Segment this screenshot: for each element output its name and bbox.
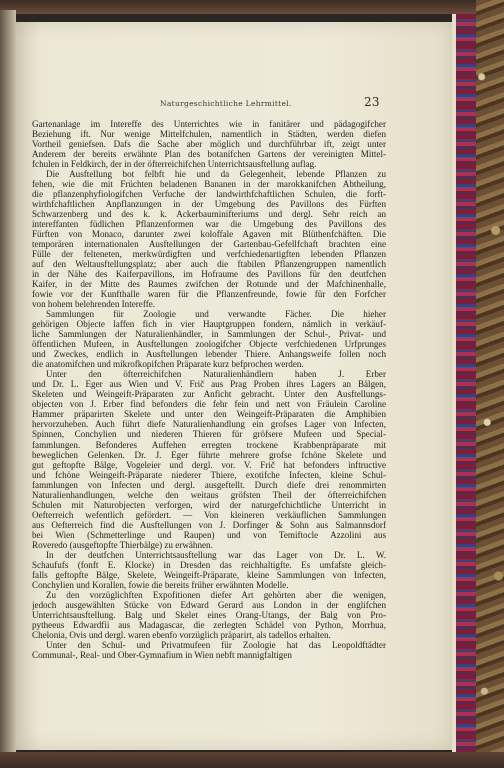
text-line: beweglichen Gelenken. Dr. J. Eger führte mehrere grofse fchöne Skelete und — [32, 449, 386, 460]
text-line: fammlungen. Befonderes Auffehen erregten trockene Krabbenpräparate mit — [32, 439, 386, 450]
text-line: die anatomifchen und mikrofkopifchen Präparate kurz befprochen werden. — [32, 359, 304, 370]
text-line: Die Ausftellung bot felbft hie und da Gelegenheit, lebende Pflanzen zu — [46, 169, 386, 180]
text-line: Schulen mit Naturobjecten verforgen, wird der naturgefchichtliche Unterricht in — [32, 499, 386, 510]
text-line: Unterrichtsausftellung. Balg und Skelet eines Orang-Utangs, der Balg von Pro- — [32, 609, 386, 620]
text-line: Communal-, Real- und Ober-Gymnafium in Wien nebft mannigfaltigen — [32, 649, 292, 660]
text-line: bei Wien (Schmetterlinge und Raupen) und von Temiftocle Azzolini aus — [32, 529, 386, 540]
book-edge-stripes — [456, 14, 478, 754]
text-line: Hammer präparirten Skelete und unter den Weingeift-Präparaten die Amphibien — [32, 409, 386, 420]
text-line: Kaifer, in der Mitte des Raumes zwifchen der Rotunde und der Mafchinenhalle, — [32, 279, 386, 290]
body-text — [32, 119, 386, 660]
text-line: Chelonia, Ovis und dergl. waren ebenfo vorzüglich präparirt, als tadellos erhalten. — [32, 629, 331, 640]
text-line: jedoch ausgewählten Stücke von Edward Gerard aus London in der englifchen — [32, 599, 386, 610]
text-line: gehörigen Objecte laffen fich in vier Hauptgruppen fondern, nämlich in verkäuf- — [32, 319, 386, 330]
marbled-cover — [476, 0, 504, 768]
text-line: pytheeus Edwardfii aus Madagascar, die zerlegten Schädel von Python, Morrhua, — [32, 619, 386, 630]
text-line: und fchöne Weingeift-Präparate niederer Thiere, exotifche Infecten, kleine Schul- — [32, 469, 386, 480]
text-line: in der Nähe des Kaiferpavillons, im Hofraume des Pavillons für den deutfchen — [32, 269, 386, 280]
text-line: temporären internationalen Ausftellungen der Gartenbau-Gefellfchaft brachten eine — [32, 239, 386, 250]
text-line: liche Sammlungen der Naturalienhändler, in Sammlungen der Schul-, Privat- und — [32, 329, 386, 340]
text-line: und Zweckes, endlich in Ausftellungen lebender Thiere. Anhangsweife follen noch — [32, 349, 386, 360]
text-line: Schaufufs (fonft E. Klocke) in Dresden das reichhaltigfte. Es umfafste gleich- — [32, 559, 386, 570]
text-line: hervorzuheben. Auch führt diefe Naturalienhandlung ein grofses Lager von Infecten, — [32, 419, 386, 430]
text-line: Vortheil geniefsen. Dafs die Sache aber möglich und durchführbar ift, zeigt unter — [32, 139, 386, 150]
text-line: falls geftopfte Bälge, Skelete, Weingeift-Präparate, kleine Sammlungen von Infecten, — [32, 569, 386, 580]
text-line: aus Oefterreich find die Ausftellungen von J. Dorfinger & Sohn aus Salmannsdorf — [32, 519, 386, 530]
text-line: Zu den vorzüglichften Expofitionen diefer Art gehörten aber die wenigen, — [46, 589, 386, 600]
text-line: Unter den Schul- und Privatmufeen für Zoologie hat das Leopoldftädter — [46, 639, 386, 650]
text-line: Roveredo (ausgeftopfte Thierbälge) zu erwähnen. — [32, 539, 213, 550]
book-cover-top — [0, 0, 504, 14]
text-line: Beziehung ift. Nur wenige Mittelfchulen, namentlich in Städten, werden diefen — [32, 129, 386, 140]
text-line: von hohem belehrenden Intereffe. — [32, 299, 156, 310]
text-line: fehen, wie die mit Früchten beladenen Bananen in der marokkanifchen Abtheilung, — [32, 179, 386, 190]
text-line: öffentlichen Mufeen, in Ausftellungen zoologifcher Objecte verfchiedenen Urfprunges — [32, 339, 386, 350]
page-number: 23 — [364, 95, 380, 109]
text-line: auf den Weltausftellungsplatz; aber auch die ftabilen Pflanzengruppen namentlich — [32, 259, 386, 270]
text-line: In der deutfchen Unterrichtsausftellung war das Lager von Dr. L. W. — [46, 549, 386, 560]
text-line: Skeleten und Weingeift-Präparaten zur Anficht gebracht. Unter den Ausftellungs- — [32, 389, 386, 400]
text-line: fammlungen von Infecten und dergl. ausgeftellt. Durch diefe drei renommirten — [32, 479, 386, 490]
text-line: fowie vor der Kunfthalle waren für die Pflanzenfreunde, fowie für den Forfcher — [32, 289, 386, 300]
text-line: Oefterreich wefentlich gefördert. — Von kleineren verkäuflichen Sammlungen — [32, 509, 386, 520]
text-line: fchulen in Feldkirch, der in der öfterreichifchen Unterrichtsausftellung auflag. — [32, 159, 317, 170]
text-line: Spinnen, Conchylien und niederen Thieren für gröfsere Mufeen und Special- — [32, 429, 386, 440]
text-line: Gartenanlage im Intereffe des Unterrichtes wie in fanitärer und pädagogifcher — [32, 119, 386, 129]
text-line: Fülle der felteneten, merkwürdigften und verfchiedenartigften lebenden Pflanzen — [32, 249, 386, 260]
text-line: Unter den öfterreichifchen Naturalienhändlern haben J. Erber — [46, 369, 386, 380]
text-line: Conchylien und Korallen, fowie die bereits früher erwähnten Modelle. — [32, 579, 289, 590]
text-line: objecten von J. Erber find befonders die fehr fein und nett von Fräulein Caroline — [32, 399, 386, 410]
text-line: intereffanten füdlichen Pflanzenformen war die Umgebung des Pavillons des — [32, 219, 386, 230]
facing-page-edge — [0, 10, 16, 758]
text-line: und Dr. L. Eger aus Wien und V. Frič aus Prag Proben ihres Lagers an Bälgen, — [32, 379, 386, 390]
running-head: Naturgeschichtliche Lehrmittel. — [160, 99, 292, 108]
text-line: wirthfchaftlichen Anpflanzungen in der Umgebung des Pavillons des Fürften — [32, 199, 386, 210]
book-cover-bottom — [0, 752, 504, 768]
text-line: Fürften von Monaco, darunter zwei koloffale Agaven mit Blüthenfchäften. Die — [32, 229, 386, 240]
text-line: die pflanzenphyfiologifchen Verfuche der landwirthfchaftlichen Schulen, die forft- — [32, 189, 386, 200]
text-line: gut geftopfte Bälge, Vogeleier und dergl. vor. V. Frič hat befonders inftructive — [32, 459, 386, 470]
text-line: Sammlungen für Zoologie und verwandte Fächer. Die hieher — [46, 309, 386, 320]
text-line: Schwarzenberg und des k. k. Ackerbauminifteriums und dergl. Sehr reich an — [32, 209, 386, 220]
text-line: Naturalienhandlungen, welche den weitaus gröfsten Theil der öfterreichifchen — [32, 489, 386, 500]
text-line: Anderem der bereits erwähnte Plan des botanifchen Gartens der vereinigten Mittel- — [32, 149, 386, 160]
